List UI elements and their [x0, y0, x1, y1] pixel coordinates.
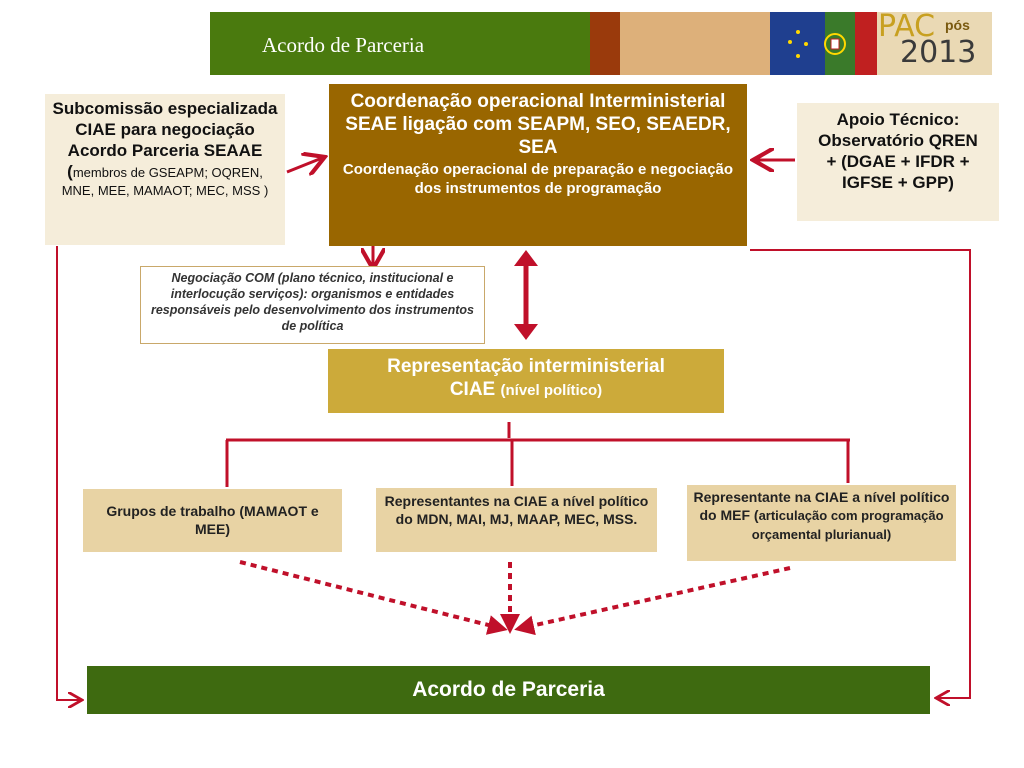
left-outer-arrow	[57, 246, 80, 700]
mef-representative-detail: articulação com programação orçamental plurianual)	[751, 508, 944, 542]
right-outer-arrow	[750, 250, 970, 698]
page-title: Acordo de Parceria	[262, 33, 425, 57]
technical-support-title: Apoio Técnico: Observatório QREN	[818, 110, 978, 150]
double-arrow-top	[514, 250, 538, 266]
logo-pac-text: PAC	[878, 9, 936, 44]
negotiation-note-box: Negociação COM (plano técnico, institucional e interlocução serviços): organismos e entidades responsáveis pelo desenvolvimento dos instrumentos de política	[140, 266, 485, 344]
coordination-title: Coordenação operacional Interministerial	[350, 91, 726, 112]
logo-pos-text: pós	[945, 17, 970, 33]
mef-representative-box	[687, 485, 956, 561]
mef-representative-main: Representante na CIAE a nível político do MEF (	[693, 489, 950, 523]
technical-support-box	[797, 103, 999, 221]
coordination-box	[329, 84, 747, 246]
double-arrow-bottom	[514, 324, 538, 340]
arrow-left-to-center	[287, 158, 322, 172]
ciae-title: Representação interministerial	[387, 356, 665, 377]
dashed-arrow-3	[522, 568, 790, 628]
dashed-arrow-1	[240, 562, 500, 628]
ministry-representatives-box: Representantes na CIAE a nível político do MDN, MAI, MJ, MAAP, MEC, MSS.	[376, 488, 657, 552]
subcommission-box	[45, 94, 285, 245]
technical-support-members: + (DGAE + IFDR + IGFSE + GPP)	[826, 152, 970, 192]
subcommission-detail: membros de GSEAPM; OQREN, MNE, MEE, MAMAOT; MEC, MSS )	[61, 165, 269, 198]
ciae-box	[328, 349, 724, 413]
logo-year-text: 2013	[900, 35, 977, 70]
ciae-level: (nível político)	[500, 382, 603, 399]
ciae-name: CIAE	[449, 379, 496, 400]
partnership-agreement-box: Acordo de Parceria	[87, 666, 930, 714]
subcommission-main: Subcomissão especializada CIAE para negociação Acordo Parceria SEAAE (	[52, 99, 278, 181]
coordination-detail: Coordenação operacional de preparação e negociação dos instrumentos de programação	[342, 161, 734, 197]
working-groups-box: Grupos de trabalho (MAMAOT e MEE)	[83, 489, 342, 552]
coordination-liaison: SEAE ligação com SEAPM, SEO, SEAEDR, SEA	[345, 114, 731, 158]
